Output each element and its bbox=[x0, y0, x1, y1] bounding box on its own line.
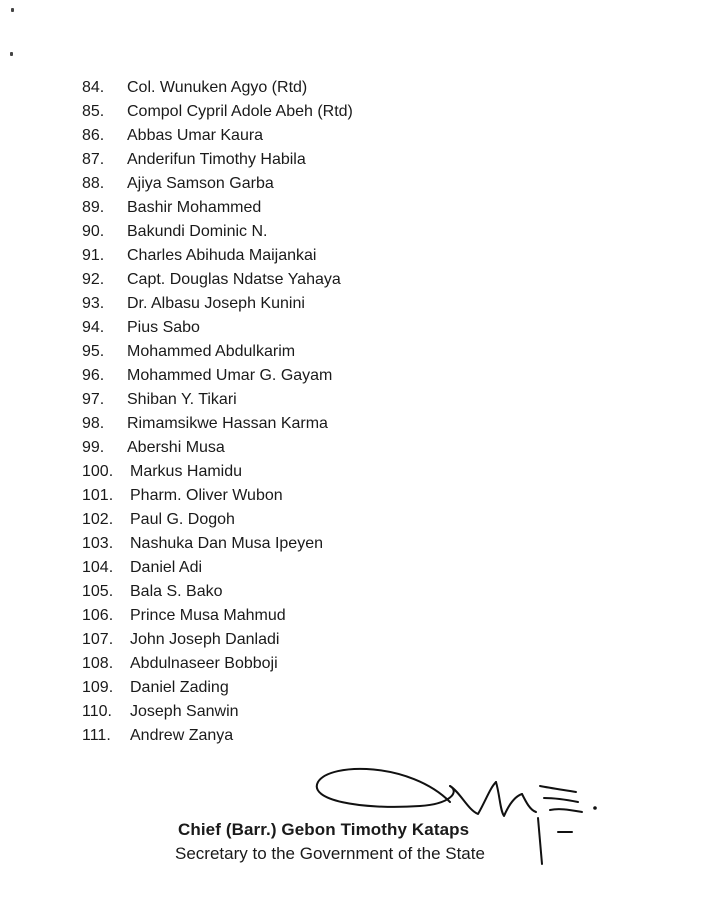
list-item bbox=[82, 316, 353, 340]
item-number: 95. bbox=[82, 343, 105, 360]
list-item bbox=[82, 676, 353, 700]
item-number: 111. bbox=[82, 727, 111, 744]
signatory-name: Chief (Barr.) Gebon Timothy Kataps bbox=[178, 820, 470, 839]
item-number: 106. bbox=[82, 607, 114, 624]
item-number: 99. bbox=[82, 439, 105, 456]
item-name: Abdulnaseer Bobboji bbox=[130, 655, 278, 672]
list-item bbox=[82, 220, 353, 244]
item-name: Paul G. Dogoh bbox=[130, 511, 235, 528]
item-number: 92. bbox=[82, 271, 105, 288]
list-item bbox=[82, 460, 353, 484]
list-item bbox=[82, 652, 353, 676]
list-item bbox=[82, 412, 353, 436]
list-item bbox=[82, 268, 353, 292]
item-name: Daniel Adi bbox=[130, 559, 203, 576]
signature-icon bbox=[300, 752, 620, 872]
item-name: Abershi Musa bbox=[127, 439, 225, 456]
list-item bbox=[82, 388, 353, 412]
item-number: 87. bbox=[82, 151, 105, 168]
item-name: Joseph Sanwin bbox=[130, 703, 239, 720]
list-item bbox=[82, 628, 353, 652]
scan-speck bbox=[10, 52, 13, 56]
item-name: Mohammed Abdulkarim bbox=[127, 343, 296, 360]
item-number: 86. bbox=[82, 127, 105, 144]
item-name: Compol Cypril Adole Abeh (Rtd) bbox=[127, 103, 353, 120]
list-item bbox=[82, 364, 353, 388]
item-name: Mohammed Umar G. Gayam bbox=[127, 367, 333, 384]
item-number: 109. bbox=[82, 679, 114, 696]
item-name: Markus Hamidu bbox=[130, 463, 243, 480]
signatory-title: Secretary to the Government of the State bbox=[175, 844, 485, 863]
item-number: 107. bbox=[82, 631, 114, 648]
item-name: John Joseph Danladi bbox=[130, 631, 280, 648]
list-item bbox=[82, 244, 353, 268]
item-number: 101. bbox=[82, 487, 114, 504]
list-item bbox=[82, 724, 353, 748]
item-number: 84. bbox=[82, 79, 105, 96]
item-number: 104. bbox=[82, 559, 114, 576]
item-name: Anderifun Timothy Habila bbox=[127, 151, 306, 168]
item-name: Ajiya Samson Garba bbox=[127, 175, 274, 192]
item-number: 97. bbox=[82, 391, 105, 408]
list-item bbox=[82, 532, 353, 556]
item-name: Bala S. Bako bbox=[130, 583, 223, 600]
scan-speck bbox=[11, 8, 14, 12]
item-number: 110. bbox=[82, 703, 112, 720]
item-number: 88. bbox=[82, 175, 105, 192]
list-item bbox=[82, 340, 353, 364]
list-item bbox=[82, 484, 353, 508]
list-item bbox=[82, 436, 353, 460]
item-number: 93. bbox=[82, 295, 105, 312]
item-name: Pharm. Oliver Wubon bbox=[130, 487, 283, 504]
list-item bbox=[82, 556, 353, 580]
item-name: Abbas Umar Kaura bbox=[127, 127, 264, 144]
item-name: Shiban Y. Tikari bbox=[127, 391, 237, 408]
item-name: Charles Abihuda Maijankai bbox=[127, 247, 317, 264]
item-name: Nashuka Dan Musa Ipeyen bbox=[130, 535, 323, 552]
item-name: Andrew Zanya bbox=[130, 727, 234, 744]
item-name: Prince Musa Mahmud bbox=[130, 607, 286, 624]
list-item bbox=[82, 292, 353, 316]
list-item bbox=[82, 508, 353, 532]
item-name: Daniel Zading bbox=[130, 679, 229, 696]
list-item bbox=[82, 700, 353, 724]
item-name: Capt. Douglas Ndatse Yahaya bbox=[127, 271, 341, 288]
item-number: 103. bbox=[82, 535, 114, 552]
item-number: 94. bbox=[82, 319, 105, 336]
nominee-list bbox=[82, 76, 353, 748]
item-number: 100. bbox=[82, 463, 114, 480]
item-name: Bashir Mohammed bbox=[127, 199, 262, 216]
item-number: 108. bbox=[82, 655, 114, 672]
item-name: Bakundi Dominic N. bbox=[127, 223, 268, 240]
item-number: 89. bbox=[82, 199, 105, 216]
item-number: 96. bbox=[82, 367, 105, 384]
list-item bbox=[82, 172, 353, 196]
item-name: Col. Wunuken Agyo (Rtd) bbox=[127, 79, 308, 96]
list-item bbox=[82, 76, 353, 100]
list-item bbox=[82, 580, 353, 604]
list-item bbox=[82, 604, 353, 628]
item-number: 102. bbox=[82, 511, 114, 528]
list-item bbox=[82, 148, 353, 172]
item-number: 105. bbox=[82, 583, 114, 600]
item-name: Pius Sabo bbox=[127, 319, 200, 336]
item-number: 91. bbox=[82, 247, 105, 264]
list-item bbox=[82, 196, 353, 220]
item-number: 85. bbox=[82, 103, 105, 120]
item-number: 98. bbox=[82, 415, 105, 432]
list-item bbox=[82, 124, 353, 148]
item-name: Rimamsikwe Hassan Karma bbox=[127, 415, 328, 432]
item-number: 90. bbox=[82, 223, 105, 240]
item-name: Dr. Albasu Joseph Kunini bbox=[127, 295, 305, 312]
list-item bbox=[82, 100, 353, 124]
